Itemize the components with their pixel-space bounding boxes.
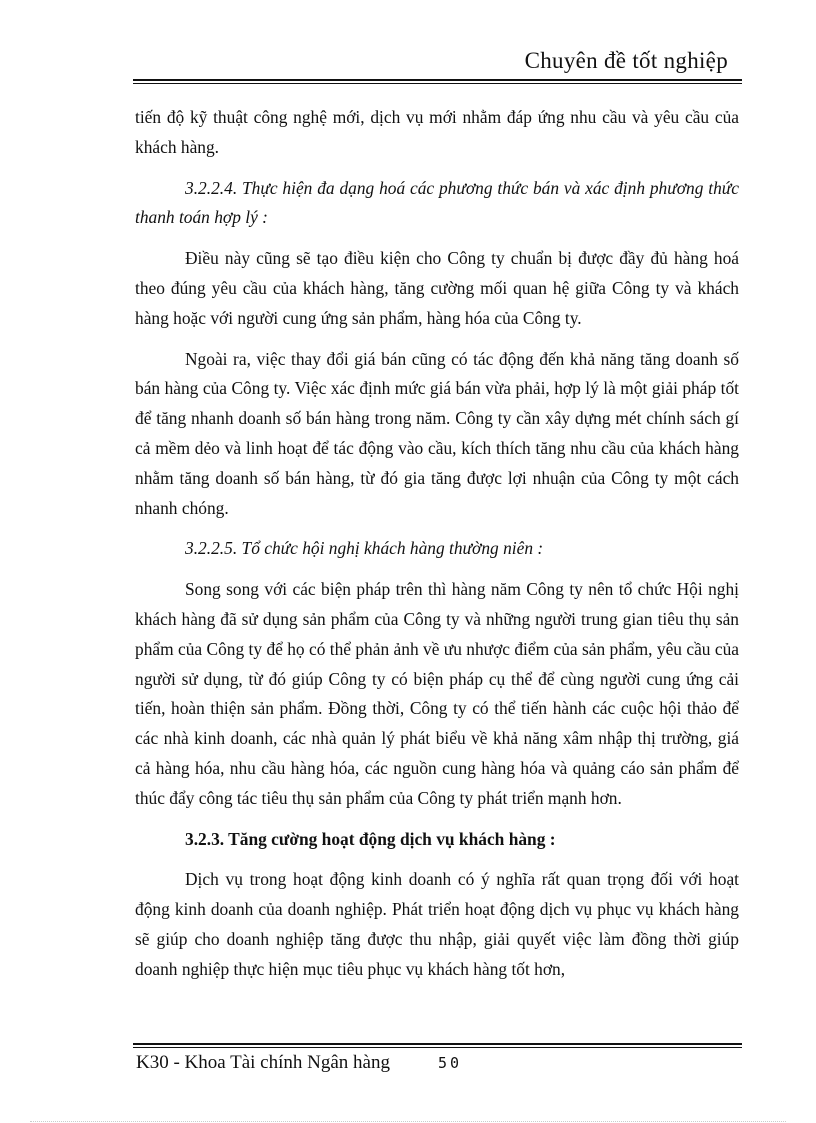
- paragraph-3: Ngoài ra, việc thay đổi giá bán cũng có tác động đến khả năng tăng doanh số bán hàng của Công ty. Việc xác định mức giá bán vừa phải, hợp lý là một giải pháp tốt để tăng nhanh doanh số bán hàng trong năm. Công ty cần xây dựng mét chính sách gí cả mềm dẻo và linh hoạt để tác động vào cầu, kích thích tăng nhu cầu của khách hàng nhằm tăng doanh số bán hàng, từ đó gia tăng được lợi nhuận của Công ty một cách nhanh chóng.: [135, 348, 739, 518]
- section-heading-3-2-3: 3.2.3. Tăng cường hoạt động dịch vụ khách hàng :: [185, 828, 556, 849]
- page-header-title: Chuyên đề tốt nghiệp: [524, 48, 728, 73]
- page-edge-divider: [30, 1121, 786, 1122]
- paragraph-1: tiến độ kỹ thuật công nghệ mới, dịch vụ mới nhằm đáp ứng nhu cầu và yêu cầu của khách hàng.: [135, 107, 739, 157]
- footer-rule: [133, 1043, 742, 1045]
- page-number: 50: [438, 1054, 463, 1072]
- paragraph-4: Song song với các biện pháp trên thì hàng năm Công ty nên tổ chức Hội nghị khách hàng đã sử dụng sản phẩm của Công ty và những người trung gian tiêu thụ sản phẩm của Công ty để họ có thể phản ảnh về ưu nhược điểm của sản phẩm, yêu cầu của người sử dụng, từ đó giúp Công ty có biện pháp cụ thể để cùng người cung ứng cải tiến, hoàn thiện sản phẩm. Đồng thời, Công ty có thể tiến hành các cuộc hội thảo để các nhà kinh doanh, các nhà quản lý phát biểu về khả năng xâm nhập thị trường, giá cả hàng hóa, nhu cầu hàng hóa, các nguồn cung hàng hóa và quảng cáo sản phẩm để thúc đẩy công tác tiêu thụ sản phẩm của Công ty phát triển mạnh hơn.: [135, 579, 739, 808]
- footer-rule-thin: [133, 1047, 742, 1048]
- paragraph-2: Điều này cũng sẽ tạo điều kiện cho Công ty chuẩn bị được đầy đủ hàng hoá theo đúng yêu cầu của khách hàng, tăng cường mối quan hệ giữa Công ty và khách hàng hoặc với người cung ứng sản phẩm, hàng hóa của Công ty.: [135, 248, 739, 328]
- footer-department: K30 - Khoa Tài chính Ngân hàng: [136, 1052, 390, 1073]
- section-heading-3-2-2-4: 3.2.2.4. Thực hiện đa dạng hoá các phương thức bán và xác định phương thức thanh toán hợp lý :: [135, 177, 739, 228]
- section-heading-3-2-2-5: 3.2.2.5. Tổ chức hội nghị khách hàng thường niên :: [185, 538, 544, 559]
- document-body: [135, 103, 739, 996]
- paragraph-5: Dịch vụ trong hoạt động kinh doanh có ý nghĩa rất quan trọng đối với hoạt động kinh doanh của doanh nghiệp. Phát triển hoạt động dịch vụ phục vụ khách hàng sẽ giúp cho doanh nghiệp tăng được thu nhập, giải quyết việc làm đồng thời giúp doanh nghiệp thực hiện mục tiêu phục vụ khách hàng tốt hơn,: [135, 869, 739, 979]
- header-rule: [133, 79, 742, 84]
